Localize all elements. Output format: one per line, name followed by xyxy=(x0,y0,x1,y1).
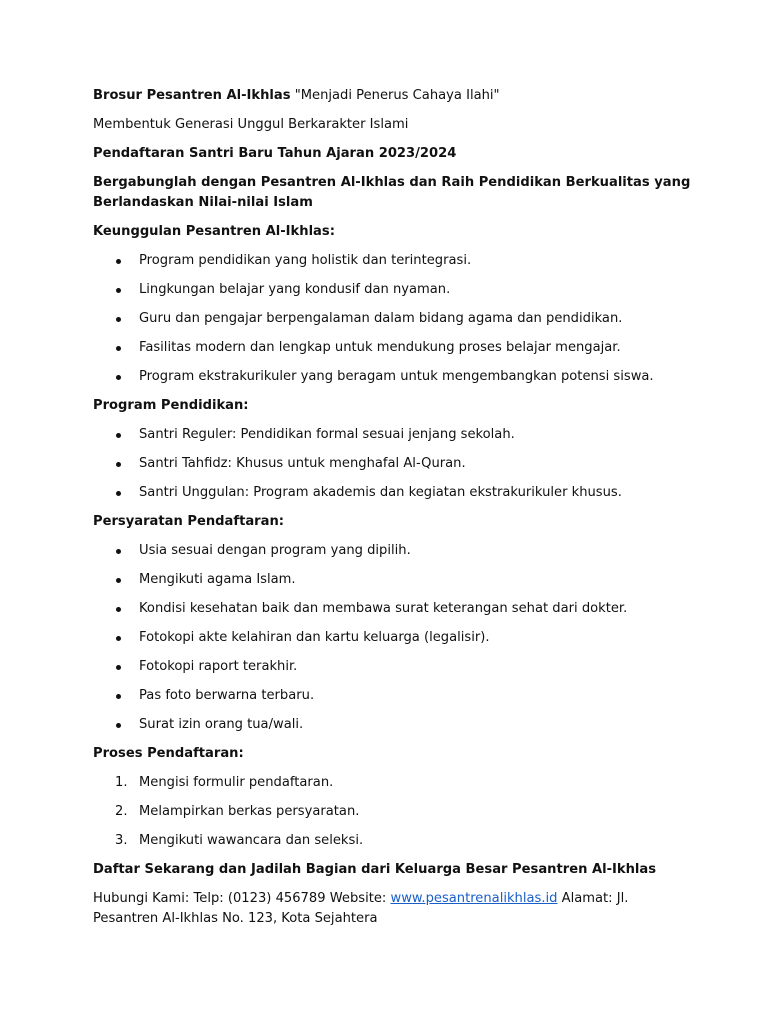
invitation-text: Bergabunglah dengan Pesantren Al-Ikhlas dan Raih Pendidikan Berkualitas yang Berlandaskan Nilai-nilai Islam xyxy=(93,175,691,210)
bullet-icon xyxy=(116,636,121,641)
advantages-heading: Keunggulan Pesantren Al-Ikhlas: xyxy=(93,224,335,239)
website-link[interactable]: www.pesantrenalikhlas.id xyxy=(390,891,558,906)
bullet-icon xyxy=(116,549,121,554)
list-item xyxy=(93,541,693,561)
list-number: 1. xyxy=(115,775,128,790)
list-item-text: Fotokopi akte kelahiran dan kartu keluarga (legalisir). xyxy=(139,630,490,645)
list-item-text: Mengikuti agama Islam. xyxy=(139,572,296,587)
list-item xyxy=(93,309,693,329)
list-item xyxy=(93,483,693,503)
list-item xyxy=(93,570,693,590)
call-to-action: Daftar Sekarang dan Jadilah Bagian dari Keluarga Besar Pesantren Al-Ikhlas xyxy=(93,862,657,877)
bullet-icon xyxy=(116,288,121,293)
bullet-icon xyxy=(116,491,121,496)
list-item-text: Santri Unggulan: Program akademis dan kegiatan ekstrakurikuler khusus. xyxy=(139,485,622,500)
bullet-icon xyxy=(116,433,121,438)
bullet-icon xyxy=(116,665,121,670)
process-list xyxy=(93,773,693,851)
list-item-text: Melampirkan berkas persyaratan. xyxy=(139,804,360,819)
list-item-text: Usia sesuai dengan program yang dipilih. xyxy=(139,543,411,558)
list-item-text: Mengikuti wawancara dan seleksi. xyxy=(139,833,364,848)
bullet-icon xyxy=(116,607,121,612)
requirements-heading: Persyaratan Pendaftaran: xyxy=(93,514,285,529)
list-item xyxy=(93,628,693,648)
list-item xyxy=(93,715,693,735)
list-item xyxy=(93,686,693,706)
list-number: 3. xyxy=(115,833,128,848)
contact-address: Alamat: Jl. Pesantren Al-Ikhlas No. 123, Kota Sejahtera xyxy=(93,891,629,926)
programs-heading: Program Pendidikan: xyxy=(93,398,249,413)
brochure-title xyxy=(93,86,693,106)
list-item-text: Lingkungan belajar yang kondusif dan nyaman. xyxy=(139,282,451,297)
list-item-text: Santri Reguler: Pendidikan formal sesuai jenjang sekolah. xyxy=(139,427,515,442)
contact-prefix: Hubungi Kami: Telp: (0123) 456789 Website: xyxy=(93,891,391,906)
list-item-text: Surat izin orang tua/wali. xyxy=(139,717,304,732)
registration-heading: Pendaftaran Santri Baru Tahun Ajaran 2023/2024 xyxy=(93,146,457,161)
list-item-text: Program ekstrakurikuler yang beragam untuk mengembangkan potensi siswa. xyxy=(139,369,654,384)
list-item xyxy=(93,367,693,387)
list-item-text: Fasilitas modern dan lengkap untuk mendukung proses belajar mengajar. xyxy=(139,340,621,355)
requirements-list xyxy=(93,541,693,735)
bullet-icon xyxy=(116,694,121,699)
list-item xyxy=(93,251,693,271)
list-item xyxy=(93,773,693,793)
bullet-icon xyxy=(116,346,121,351)
list-item-text: Fotokopi raport terakhir. xyxy=(139,659,298,674)
brochure-title-tagline: "Menjadi Penerus Cahaya Ilahi" xyxy=(290,88,500,103)
brochure-subtitle: Membentuk Generasi Unggul Berkarakter Islami xyxy=(93,117,409,132)
list-item-text: Mengisi formulir pendaftaran. xyxy=(139,775,334,790)
bullet-icon xyxy=(116,578,121,583)
list-item xyxy=(93,454,693,474)
bullet-icon xyxy=(116,375,121,380)
list-item-text: Guru dan pengajar berpengalaman dalam bidang agama dan pendidikan. xyxy=(139,311,623,326)
list-item xyxy=(93,280,693,300)
list-item-text: Pas foto berwarna terbaru. xyxy=(139,688,315,703)
list-item xyxy=(93,425,693,445)
list-item xyxy=(93,657,693,677)
contact-info xyxy=(93,889,693,929)
advantages-list xyxy=(93,251,693,387)
document-body xyxy=(93,86,693,938)
list-item xyxy=(93,831,693,851)
list-item xyxy=(93,599,693,619)
bullet-icon xyxy=(116,462,121,467)
bullet-icon xyxy=(116,723,121,728)
list-item-text: Program pendidikan yang holistik dan terintegrasi. xyxy=(139,253,472,268)
list-item-text: Kondisi kesehatan baik dan membawa surat keterangan sehat dari dokter. xyxy=(139,601,628,616)
process-heading: Proses Pendaftaran: xyxy=(93,746,244,761)
programs-list xyxy=(93,425,693,503)
bullet-icon xyxy=(116,317,121,322)
brochure-title-bold: Brosur Pesantren Al-Ikhlas xyxy=(93,88,291,103)
list-item-text: Santri Tahfidz: Khusus untuk menghafal Al-Quran. xyxy=(139,456,466,471)
bullet-icon xyxy=(116,259,121,264)
list-item xyxy=(93,338,693,358)
list-number: 2. xyxy=(115,804,128,819)
list-item xyxy=(93,802,693,822)
